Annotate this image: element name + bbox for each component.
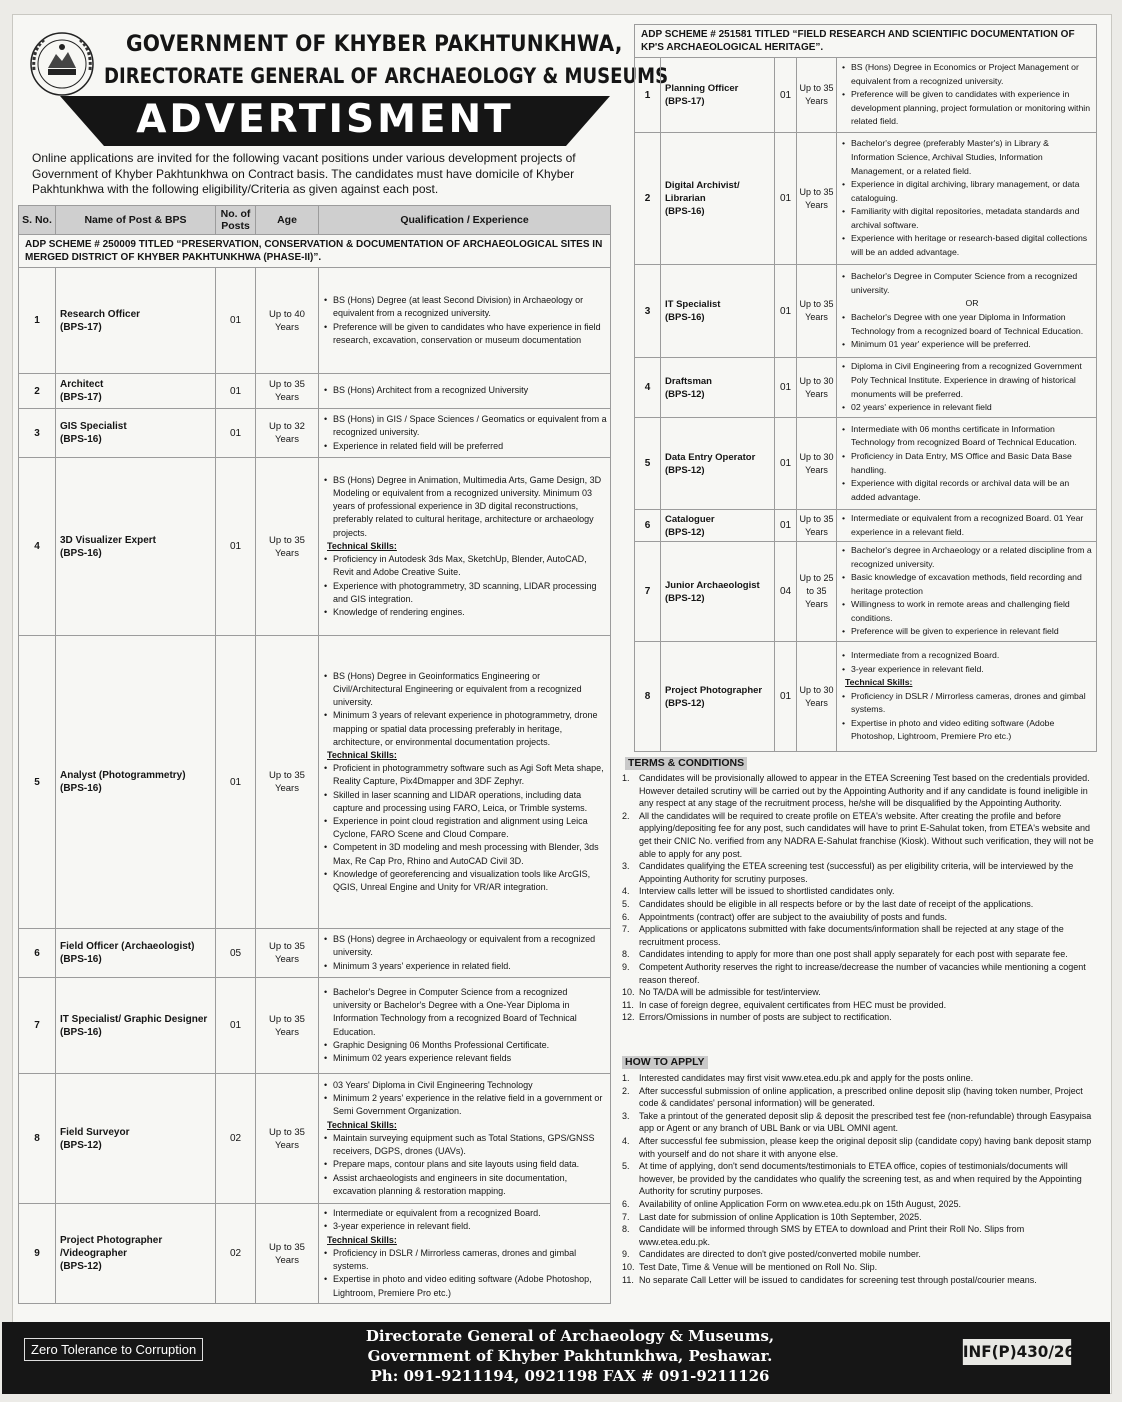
list-text: Candidates will be provisionally allowed to appear in the ETEA Screening Test based on the credentials provided. However detailed scrutiny will be carried out by the Appointing Authority and if any candidate is found ineligible in any respect at any stage of the recruitment process, he/she will be disqualified by the Appointing Authority. bbox=[639, 773, 1090, 809]
list-item bbox=[622, 961, 1096, 986]
row-post bbox=[56, 636, 216, 929]
row-qualification bbox=[319, 978, 611, 1074]
scheme-251581-table bbox=[634, 24, 1097, 752]
row-qualification bbox=[319, 409, 611, 458]
list-item bbox=[622, 923, 1096, 948]
row-qualification bbox=[319, 636, 611, 929]
list-number: 10. bbox=[622, 1261, 635, 1272]
table-row bbox=[19, 978, 611, 1074]
table-row bbox=[635, 642, 1097, 752]
row-post bbox=[661, 542, 775, 642]
list-number: 6. bbox=[622, 1198, 630, 1209]
post-name: GIS Specialist bbox=[60, 421, 127, 432]
row-qualification bbox=[837, 358, 1097, 418]
row-posts: 02 bbox=[216, 1074, 256, 1204]
row-posts: 01 bbox=[216, 268, 256, 374]
table-row bbox=[635, 358, 1097, 418]
qualification-item: • Proficiency in Data Entry, MS Office and Basic Data Base handling. bbox=[841, 450, 1093, 477]
row-qualification bbox=[837, 265, 1097, 358]
row-sno: 6 bbox=[19, 929, 56, 978]
table-row bbox=[635, 265, 1097, 358]
qualification-item: • BS (Hons) in GIS / Space Sciences / Geomatics or equivalent from a recognized university. bbox=[323, 413, 607, 439]
list-text: Interview calls letter will be issued to shortlisted candidates only. bbox=[639, 886, 895, 897]
qualification-item: • 3-year experience in relevant field. bbox=[323, 1220, 607, 1233]
footer-line-3: Ph: 091-9211194, 0921198 FAX # 091-9211126 bbox=[370, 1367, 770, 1385]
list-item bbox=[622, 1011, 1096, 1024]
list-text: No TA/DA will be admissible for test/interview. bbox=[639, 987, 821, 998]
row-qualification bbox=[837, 542, 1097, 642]
post-bps: (BPS-16) bbox=[665, 312, 705, 323]
post-bps: (BPS-12) bbox=[665, 592, 705, 604]
list-item bbox=[622, 1160, 1096, 1198]
zero-tolerance-badge: Zero Tolerance to Corruption bbox=[24, 1338, 203, 1361]
list-number: 4. bbox=[622, 1135, 630, 1146]
qualification-item: • Intermediate or equivalent from a recognized Board. bbox=[323, 1207, 607, 1220]
list-text: Test Date, Time & Venue will be mentioned on Roll No. Slip. bbox=[639, 1261, 878, 1272]
row-posts: 02 bbox=[216, 1204, 256, 1304]
qualification-item: • Bachelor's Degree in Computer Science from a recognized university. bbox=[841, 270, 1093, 297]
qualification-item: • 3-year experience in relevant field. bbox=[841, 663, 1093, 677]
post-name: 3D Visualizer Expert bbox=[60, 534, 156, 546]
table-row bbox=[635, 133, 1097, 265]
row-age: Up to 35 Years bbox=[256, 1204, 319, 1304]
post-bps: (BPS-16) bbox=[60, 783, 102, 794]
row-posts: 04 bbox=[775, 542, 797, 642]
reference-number: INF(P)430/26 bbox=[963, 1339, 1071, 1365]
qualification-item: • Graphic Designing 06 Months Professional Certificate. bbox=[323, 1039, 607, 1052]
qualification-item: • Bachelor's degree in Archaeology or a related discipline from a recognized university. bbox=[841, 544, 1093, 571]
qualification-item: • Intermediate from a recognized Board. bbox=[841, 649, 1093, 663]
table-row bbox=[19, 929, 611, 978]
list-number: 5. bbox=[622, 1161, 630, 1172]
list-item bbox=[622, 810, 1096, 860]
qualification-item: • BS (Hons) Architect from a recognized University bbox=[323, 384, 607, 397]
table-row bbox=[635, 418, 1097, 510]
post-name: Analyst (Photogrammetry) bbox=[60, 770, 186, 781]
post-name: Junior Archaeologist bbox=[665, 579, 760, 591]
list-item bbox=[622, 1261, 1096, 1274]
how-to-apply-list bbox=[622, 1072, 1096, 1286]
table-header-row bbox=[19, 206, 611, 235]
technical-skills-heading: Technical Skills: bbox=[327, 749, 397, 760]
qualification-item: • Familiarity with digital repositories, metadata standards and archival software. bbox=[841, 205, 1093, 232]
qualification-item: • Minimum 2 years' experience in the relative field in a government or Semi Government Organization. bbox=[323, 1092, 607, 1118]
list-number: 1. bbox=[622, 1073, 630, 1083]
qualification-item: • Expertise in photo and video editing software (Adobe Photoshop, Lightroom, Premiere Pro etc.) bbox=[841, 717, 1093, 744]
row-sno: 3 bbox=[635, 265, 661, 358]
row-post bbox=[56, 978, 216, 1074]
post-bps: (BPS-12) bbox=[60, 1261, 102, 1272]
qualification-item: • Minimum 01 year' experience will be preferred. bbox=[841, 338, 1093, 352]
qualification-item: • Bachelor's Degree with one year Diploma in Information Technology from a recognized board of Technical Education. bbox=[841, 311, 1093, 338]
row-post bbox=[661, 642, 775, 752]
kp-government-seal-icon bbox=[28, 30, 96, 98]
qualification-item: • Proficiency in Autodesk 3ds Max, SketchUp, Blender, AutoCAD, Revit and Adobe Creative Suite. bbox=[323, 553, 607, 579]
row-age: Up to 35 Years bbox=[256, 929, 319, 978]
qualification-item: • Proficiency in DSLR / Mirrorless cameras, drones and gimbal systems. bbox=[323, 1247, 607, 1273]
row-sno: 9 bbox=[19, 1204, 56, 1304]
list-text: Candidates intending to apply for more than one post shall apply separately for each post with separate fee. bbox=[639, 949, 1068, 960]
row-sno: 7 bbox=[19, 978, 56, 1074]
list-item bbox=[622, 948, 1096, 961]
list-item bbox=[622, 1274, 1096, 1287]
row-post bbox=[56, 458, 216, 636]
qualification-item: • Experience in related field will be preferred bbox=[323, 440, 607, 453]
col-qualification: Qualification / Experience bbox=[319, 206, 611, 235]
qualification-item: • Preference will be given to candidates with experience in development planning, project formulation or monitoring within related field. bbox=[841, 88, 1093, 129]
table-row bbox=[635, 510, 1097, 542]
row-age: Up to 32 Years bbox=[256, 409, 319, 458]
post-bps: (BPS-12) bbox=[665, 697, 705, 709]
qualification-item: • Experience in digital archiving, library management, or data cataloguing. bbox=[841, 178, 1093, 205]
row-qualification bbox=[319, 1204, 611, 1304]
row-posts: 01 bbox=[775, 510, 797, 542]
row-sno: 2 bbox=[635, 133, 661, 265]
row-age: Up to 30 Years bbox=[797, 418, 837, 510]
table-row bbox=[19, 1204, 611, 1304]
list-number: 4. bbox=[622, 886, 630, 897]
row-posts: 01 bbox=[775, 358, 797, 418]
qualification-item: • 02 years' experience in relevant field bbox=[841, 401, 1093, 415]
qualification-item: • Bachelor's degree (preferably Master's) in Library & Information Science, Archival Studies, Information Management, or a related field. bbox=[841, 137, 1093, 178]
qualification-item: • Experience with photogrammetry, 3D scanning, LIDAR processing and GIS integration. bbox=[323, 580, 607, 606]
row-post bbox=[56, 1204, 216, 1304]
list-number: 7. bbox=[622, 1211, 630, 1222]
qualification-item: • Proficient in photogrammetry software such as Agi Soft Meta shape, Reality Capture, Pix4Dmapper and 3DF Zephyr. bbox=[323, 762, 607, 788]
row-post bbox=[56, 929, 216, 978]
post-bps: (BPS-16) bbox=[60, 434, 102, 445]
list-text: After successful submission of online application, a prescribed online deposit slip (having token number, Project code & candidates' personal information) will be generated. bbox=[639, 1085, 1083, 1109]
row-sno: 8 bbox=[635, 642, 661, 752]
row-qualification bbox=[837, 642, 1097, 752]
list-item bbox=[622, 1198, 1096, 1211]
list-text: Interested candidates may first visit www.etea.edu.pk and apply for the posts online. bbox=[639, 1073, 974, 1083]
col-age: Age bbox=[256, 206, 319, 235]
row-posts: 05 bbox=[216, 929, 256, 978]
row-post bbox=[661, 510, 775, 542]
col-posts: No. of Posts bbox=[216, 206, 256, 235]
qualification-item: • Experience in point cloud registration and alignment using Leica Cyclone, FARO Scene and Cloud Compare. bbox=[323, 815, 607, 841]
list-number: 8. bbox=[622, 1224, 630, 1235]
scheme-250009-table bbox=[18, 205, 611, 1304]
row-posts: 01 bbox=[216, 458, 256, 636]
qualification-item: • Minimum 3 years' experience in related field. bbox=[323, 960, 607, 973]
list-text: After successful fee submission, please keep the original deposit slip (candidate copy) having bank deposit stamp with yourself and do not share it with anyone else. bbox=[639, 1135, 1092, 1159]
row-age: Up to 35 Years bbox=[797, 510, 837, 542]
row-post bbox=[661, 418, 775, 510]
row-age: Up to 35 Years bbox=[256, 374, 319, 409]
list-item bbox=[622, 898, 1096, 911]
row-sno: 4 bbox=[635, 358, 661, 418]
post-name: IT Specialist/ Graphic Designer bbox=[60, 1013, 208, 1025]
qualification-item: • Assist archaeologists and engineers in site documentation, excavation planning & restoration mapping. bbox=[323, 1172, 607, 1198]
list-number: 3. bbox=[622, 861, 630, 872]
post-bps: (BPS-16) bbox=[60, 1026, 102, 1038]
row-sno: 2 bbox=[19, 374, 56, 409]
list-number: 8. bbox=[622, 949, 630, 960]
government-title: GOVERNMENT OF KHYBER PAKHTUNKHWA, bbox=[126, 32, 623, 57]
table-row bbox=[19, 1074, 611, 1204]
list-text: Candidate will be informed through SMS by ETEA to download and Print their Roll No. Slips from www.etea.edu.pk. bbox=[639, 1224, 1025, 1247]
post-name: Research Officer bbox=[60, 308, 141, 320]
list-text: Applications or applicatons submitted with fake documents/information shall be rejected at any stage of the recruitment process. bbox=[639, 924, 1064, 947]
col-post: Name of Post & BPS bbox=[56, 206, 216, 235]
post-bps: (BPS-17) bbox=[665, 96, 705, 107]
row-age: Up to 25 to 35 Years bbox=[797, 542, 837, 642]
row-age: Up to 40 Years bbox=[256, 268, 319, 374]
advertisement-heading: ADVERTISMENT bbox=[136, 97, 514, 142]
row-posts: 01 bbox=[216, 636, 256, 929]
qualification-item: • Knowledge of georeferencing and visualization tools like ArcGIS, QGIS, Unreal Engine and Unity for VR/AR integration. bbox=[323, 868, 607, 894]
list-item bbox=[622, 1110, 1096, 1135]
post-name: Draftsman bbox=[665, 375, 712, 387]
qualification-item: • Skilled in laser scanning and LIDAR operations, including data capture and processing using FARO, Leica, or Trimble systems. bbox=[323, 789, 607, 815]
post-name: Field Officer (Archaeologist) bbox=[60, 941, 195, 952]
row-sno: 5 bbox=[635, 418, 661, 510]
row-sno: 7 bbox=[635, 542, 661, 642]
list-item bbox=[622, 911, 1096, 924]
list-number: 11. bbox=[622, 1274, 634, 1285]
row-post bbox=[56, 409, 216, 458]
list-item bbox=[622, 772, 1096, 810]
row-age: Up to 30 Years bbox=[797, 358, 837, 418]
footer-line-2: Government of Khyber Pakhtunkhwa, Peshawar. bbox=[367, 1347, 773, 1365]
list-text: Candidates should be eligible in all respects before or by the last date of receipt of the applications. bbox=[639, 898, 1034, 909]
list-number: 9. bbox=[622, 961, 630, 972]
scheme-title: ADP SCHEME # 250009 TITLED “PRESERVATION, CONSERVATION & DOCUMENTATION OF ARCHAEOLOGICAL SITES IN MERGED DISTRICT OF KHYBER PAKHTUNKHWA (PHASE-II)”. bbox=[19, 235, 611, 268]
post-bps: (BPS-16) bbox=[665, 206, 705, 217]
list-item bbox=[622, 860, 1096, 885]
row-posts: 01 bbox=[775, 58, 797, 133]
row-qualification bbox=[319, 374, 611, 409]
how-to-apply-heading: HOW TO APPLY bbox=[622, 1056, 708, 1069]
row-age: Up to 35 Years bbox=[256, 636, 319, 929]
technical-skills-heading: Technical Skills: bbox=[327, 540, 397, 551]
list-number: 2. bbox=[622, 1085, 630, 1096]
row-age: Up to 30 Years bbox=[797, 642, 837, 752]
list-number: 12. bbox=[622, 1012, 635, 1023]
list-text: Candidates qualifying the ETEA screening test (successful) as per eligibility criteria, will be interviewed by the Appointing Authority for scrutiny purposes. bbox=[639, 861, 1074, 884]
list-number: 1. bbox=[622, 773, 630, 783]
table-row bbox=[635, 542, 1097, 642]
post-name: IT Specialist bbox=[665, 299, 721, 310]
row-post bbox=[661, 265, 775, 358]
row-posts: 01 bbox=[775, 265, 797, 358]
list-item bbox=[622, 1211, 1096, 1224]
footer-line-1: Directorate General of Archaeology & Museums, bbox=[365, 1327, 775, 1345]
post-bps: (BPS-17) bbox=[60, 321, 102, 333]
list-text: Take a printout of the generated deposit slip & deposit the prescribed test fee (non-refundable) through Easypaisa app or Agent or any branch of UBL Bank or via UBL OMNI agent. bbox=[639, 1110, 1092, 1134]
post-name: Architect bbox=[60, 379, 104, 390]
list-number: 11. bbox=[622, 999, 634, 1010]
list-number: 10. bbox=[622, 987, 635, 998]
row-sno: 3 bbox=[19, 409, 56, 458]
post-name: Cataloguer bbox=[665, 513, 715, 525]
qualification-item: • Minimum 3 years of relevant experience in photogrammetry, drone mapping or spatial data processing preferably in heritage, architecture, or environmental documentation projects. bbox=[323, 709, 607, 749]
row-qualification bbox=[837, 418, 1097, 510]
qualification-item: • 03 Years' Diploma in Civil Engineering Technology bbox=[323, 1079, 607, 1092]
row-sno: 6 bbox=[635, 510, 661, 542]
row-post bbox=[56, 374, 216, 409]
col-sno: S. No. bbox=[19, 206, 56, 235]
row-age: Up to 35 Years bbox=[797, 133, 837, 265]
qualification-item: • BS (Hons) Degree in Geoinformatics Engineering or Civil/Architectural Engineering or equivalent from a recognized university. bbox=[323, 670, 607, 710]
technical-skills-heading: Technical Skills: bbox=[327, 1234, 397, 1245]
post-bps: (BPS-17) bbox=[60, 392, 102, 403]
list-item bbox=[622, 1248, 1096, 1261]
qualification-item: • Diploma in Civil Engineering from a recognized Government Poly Technical Institute. Experience in drawing of historical monuments will be preferred. bbox=[841, 360, 1093, 401]
post-name: Field Surveyor bbox=[60, 1126, 130, 1138]
technical-skills-heading: Technical Skills: bbox=[845, 677, 913, 688]
list-number: 7. bbox=[622, 924, 630, 935]
list-item bbox=[622, 999, 1096, 1012]
list-number: 6. bbox=[622, 911, 630, 922]
table-row bbox=[635, 58, 1097, 133]
row-qualification bbox=[319, 1074, 611, 1204]
row-qualification bbox=[319, 458, 611, 636]
list-item bbox=[622, 1072, 1096, 1085]
directorate-title: DIRECTORATE GENERAL OF ARCHAEOLOGY & MUSEUMS bbox=[104, 64, 669, 88]
list-item bbox=[622, 986, 1096, 999]
qualification-item: • Willingness to work in remote areas and challenging field conditions. bbox=[841, 598, 1093, 625]
terms-list bbox=[622, 772, 1096, 1024]
list-item bbox=[622, 1085, 1096, 1110]
qualification-item: • Intermediate or equivalent from a recognized Board. 01 Year experience in a relevant field. bbox=[841, 512, 1093, 539]
table-row bbox=[19, 268, 611, 374]
post-name: Digital Archivist/ Librarian bbox=[665, 180, 740, 204]
row-sno: 5 bbox=[19, 636, 56, 929]
row-posts: 01 bbox=[775, 133, 797, 265]
qualification-item: • BS (Hons) degree in Archaeology or equivalent from a recognized university. bbox=[323, 933, 607, 959]
footer-address bbox=[270, 1326, 870, 1386]
post-name: Data Entry Operator bbox=[665, 451, 756, 463]
list-text: Errors/Omissions in number of posts are subject to rectification. bbox=[639, 1012, 892, 1023]
post-bps: (BPS-12) bbox=[665, 526, 705, 538]
list-text: Candidates are directed to don't give posted/converted mobile number. bbox=[639, 1249, 921, 1260]
row-age: Up to 35 Years bbox=[256, 978, 319, 1074]
table-row bbox=[19, 409, 611, 458]
qualification-item: • Preference will be given to experience in relevant field bbox=[841, 625, 1093, 639]
qualification-item: • Intermediate with 06 months certificate in Information Technology from recognized Board of Technical Education. bbox=[841, 423, 1093, 450]
list-text: In case of foreign degree, equivalent certificates from HEC must be provided. bbox=[639, 999, 947, 1010]
post-name: Project Photographer bbox=[665, 684, 763, 696]
post-bps: (BPS-16) bbox=[60, 547, 102, 559]
qualification-item: • Expertise in photo and video editing software (Adobe Photoshop, Lightroom, Premiere Pro etc.) bbox=[323, 1273, 607, 1299]
row-age: Up to 35 Years bbox=[256, 1074, 319, 1204]
qualification-item: • Bachelor's Degree in Computer Science from a recognized university or Bachelor's Degree with a One-Year Diploma in Information Technology from a recognized Board of Technical Education. bbox=[323, 986, 607, 1039]
list-number: 9. bbox=[622, 1249, 630, 1260]
qualification-item: • Maintain surveying equipment such as Total Stations, GPS/GNSS receivers, DGPS, drones (UAVs). bbox=[323, 1132, 607, 1158]
post-bps: (BPS-12) bbox=[665, 388, 705, 400]
row-posts: 01 bbox=[216, 374, 256, 409]
post-bps: (BPS-16) bbox=[60, 954, 102, 965]
row-post bbox=[56, 268, 216, 374]
technical-skills-heading: Technical Skills: bbox=[327, 1119, 397, 1130]
post-bps: (BPS-12) bbox=[60, 1139, 102, 1151]
row-posts: 01 bbox=[775, 418, 797, 510]
table-row bbox=[19, 458, 611, 636]
terms-heading: TERMS & CONDITIONS bbox=[625, 757, 747, 770]
qualification-item: • Preference will be given to candidates who have experience in field research, excavation, conservation or museum documentation bbox=[323, 321, 607, 347]
qualification-item: • Experience with digital records or archival data will be an added advantage. bbox=[841, 477, 1093, 504]
list-text: Availability of online Application Form on www.etea.edu.pk on 15th August, 2025. bbox=[639, 1198, 962, 1209]
qualification-item: • Proficiency in DSLR / Mirrorless cameras, drones and gimbal systems. bbox=[841, 690, 1093, 717]
list-text: Appointments (contract) offer are subject to the avaiubility of posts and funds. bbox=[639, 911, 948, 922]
row-age: Up to 35 Years bbox=[797, 265, 837, 358]
table-row bbox=[19, 636, 611, 929]
qualification-item: • Basic knowledge of excavation methods, field recording and heritage protection bbox=[841, 571, 1093, 598]
list-text: All the candidates will be required to create profile on ETEA's website. After creating the profile and before applying/depositing fee for any post, such candidates will have to print E-Sahulat token, from ETEA's website and get their CNIC No. verified from any NADRA E-Sahulat franchise (Kiosk). Without such verification, they will not be able to apply for any post. bbox=[639, 810, 1094, 859]
row-qualification bbox=[319, 268, 611, 374]
row-age: Up to 35 Years bbox=[797, 58, 837, 133]
list-text: No separate Call Letter will be issued to candidates for screening test through postal/courier means. bbox=[639, 1274, 1037, 1285]
row-qualification bbox=[837, 510, 1097, 542]
row-sno: 4 bbox=[19, 458, 56, 636]
qualification-item: • BS (Hons) Degree in Animation, Multimedia Arts, Game Design, 3D Modeling or equivalent from a recognized university. Minimum 03 years of professional experience in 3D digital reconstructions, preferably related to cultural heritage, architecture or archaeology projects. bbox=[323, 474, 607, 540]
scheme-title: ADP SCHEME # 251581 TITLED “FIELD RESEARCH AND SCIENTIFIC DOCUMENTATION OF KP'S ARCHAEOLOGICAL HERITAGE”. bbox=[635, 25, 1097, 58]
list-number: 2. bbox=[622, 810, 630, 821]
table-row bbox=[19, 374, 611, 409]
list-text: At time of applying, don't send documents/testimonials to ETEA office, copies of testimonials/documents will however, be provided by the candidates who qualify the screening test, as and when required by the Appointing Authority for scrutiny purposes. bbox=[639, 1161, 1082, 1197]
row-post bbox=[661, 358, 775, 418]
qualification-item: • BS (Hons) Degree in Economics or Project Management or equivalent from a recognized university. bbox=[841, 61, 1093, 88]
qualification-item: • Knowledge of rendering engines. bbox=[323, 606, 607, 619]
list-item bbox=[622, 885, 1096, 898]
row-sno: 1 bbox=[19, 268, 56, 374]
row-qualification bbox=[319, 929, 611, 978]
list-text: Last date for submission of online Application is 10th September, 2025. bbox=[639, 1211, 922, 1222]
post-bps: (BPS-12) bbox=[665, 464, 705, 476]
list-item bbox=[622, 1135, 1096, 1160]
row-post bbox=[661, 133, 775, 265]
qualification-item: • BS (Hons) Degree (at least Second Division) in Archaeology or equivalent from a recognized university. bbox=[323, 294, 607, 320]
list-text: Competent Authority reserves the right to increase/decrease the number of vacancies while mentioning a cogent reason thereof. bbox=[639, 961, 1086, 985]
row-posts: 01 bbox=[216, 978, 256, 1074]
qualification-item: • Experience with heritage or research-based digital collections will be an added advantage. bbox=[841, 232, 1093, 259]
row-sno: 1 bbox=[635, 58, 661, 133]
qualification-item: • Competent in 3D modeling and mesh processing with Blender, 3ds Max, Re Cap Pro, Rhino and AutoCAD Civil 3D. bbox=[323, 841, 607, 867]
list-number: 3. bbox=[622, 1110, 630, 1121]
row-age: Up to 35 Years bbox=[256, 458, 319, 636]
row-post bbox=[56, 1074, 216, 1204]
row-post bbox=[661, 58, 775, 133]
list-item bbox=[622, 1223, 1096, 1248]
row-posts: 01 bbox=[216, 409, 256, 458]
qualification-item: • Minimum 02 years experience relevant fields bbox=[323, 1052, 607, 1065]
post-name: Planning Officer bbox=[665, 83, 739, 94]
list-number: 5. bbox=[622, 898, 630, 909]
row-qualification bbox=[837, 58, 1097, 133]
row-sno: 8 bbox=[19, 1074, 56, 1204]
post-name: Project Photographer /Videographer bbox=[60, 1235, 163, 1259]
row-posts: 01 bbox=[775, 642, 797, 752]
qualification-item: • Prepare maps, contour plans and site layouts using field data. bbox=[323, 1158, 607, 1171]
intro-paragraph: Online applications are invited for the following vacant positions under various development projects of Government of Khyber Pakhtunkhwa on Contract basis. The candidates must have domicile of Khyber Pakhtunkhwa with the following eligibility/Criteria as given against each post. bbox=[32, 151, 576, 196]
row-qualification bbox=[837, 133, 1097, 265]
or-separator: OR bbox=[965, 298, 979, 309]
